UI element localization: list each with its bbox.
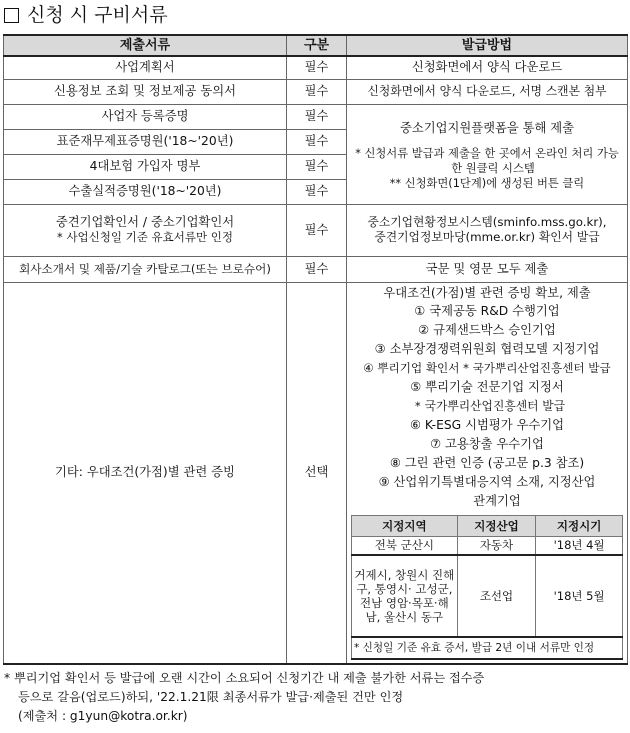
region-cell: 전북 군산시 [352,536,458,555]
documents-table [3,34,628,665]
preference-item: ① 국제공동 R&D 수행기업 [414,303,560,318]
table-row [4,56,628,79]
type-cell: 필수 [287,256,347,282]
section-title [4,2,168,28]
region-table [351,515,623,661]
preference-item: ⑤ 뿌리기술 전문기업 지정서 [410,379,564,394]
table-row [4,204,628,256]
platform-method-cell [347,104,628,204]
doc-cell: 회사소개서 및 제품/기술 카탈로그(또는 브로슈어) [4,256,287,282]
region-table-header [352,515,623,536]
preference-item: ⑨ 산업위기특별대응지역 소재, 지정산업 [378,474,596,489]
doc-cell: 기타: 우대조건(가점)별 관련 증빙 [4,282,287,664]
preference-item: ④ 뿌리기업 확인서 * 국가뿌리산업진흥센터 발급 [363,360,611,375]
doc-note: * 사업신청일 기준 유효서류만 인정 [57,230,233,244]
industry-cell: 조선업 [457,555,536,637]
type-cell: 필수 [287,129,347,154]
preference-item: ⑥ K-ESG 시범평가 우수기업 [409,417,565,432]
period-cell: '18년 4월 [536,536,623,555]
type-cell: 필수 [287,56,347,79]
doc-cell [4,204,287,256]
preference-cell [347,282,628,664]
preference-heading: 우대조건(가점)별 관련 증빙 확보, 제출 [383,285,591,300]
preference-item: ② 규제샌드박스 승인기업 [418,322,556,337]
region-row [352,555,623,637]
type-cell: 선택 [287,282,347,664]
period-header: 지정시기 [536,515,623,536]
industry-cell: 자동차 [457,536,536,555]
section-title-text: 신청 시 구비서류 [27,4,168,26]
type-cell: 필수 [287,204,347,256]
region-row [352,536,623,555]
header-type: 구분 [287,35,347,56]
type-cell: 필수 [287,79,347,104]
region-note-row [352,637,623,659]
doc-cell: 표준재무제표증명원('18~'20년) [4,129,287,154]
doc-cell: 신용정보 조회 및 정보제공 동의서 [4,79,287,104]
preference-item: ③ 소부장경쟁력위원회 협력모델 지정기업 [374,341,600,356]
type-cell: 필수 [287,104,347,129]
table-row [4,256,628,282]
table-row [4,282,628,664]
preference-item: 관계기업 [473,493,521,508]
table-header-row [4,35,628,56]
checkbox-square-icon [4,8,19,23]
platform-note-2: ** 신청화면(1단계)에 생성된 버튼 클릭 [389,176,585,190]
footer-line: * 뿌리기업 확인서 등 발급에 오랜 시간이 소요되어 신청기간 내 제출 불가한 서류는 접수증 [4,671,485,685]
region-header: 지정지역 [352,515,458,536]
footer-contact: (제출처 : g1yun@kotra.or.kr) [18,709,188,723]
period-cell: '18년 5월 [536,555,623,637]
preference-item: ⑦ 고용창출 우수기업 [430,436,544,451]
region-note: * 신청일 기준 유효 증서, 발급 2년 이내 서류만 인정 [352,637,623,659]
industry-header: 지정산업 [457,515,536,536]
method-line: 중소기업현황정보시스템(sminfo.mss.go.kr), [367,215,607,229]
doc-text: 중견기업확인서 / 중소기업확인서 [55,215,235,229]
method-line: 중견기업정보마당(mme.or.kr) 확인서 발급 [374,230,600,244]
doc-cell: 사업자 등록증명 [4,104,287,129]
doc-cell: 수출실적증명원('18~'20년) [4,179,287,204]
footer-note [4,669,624,726]
preference-item: ⑧ 그린 관련 인증 (공고문 p.3 참조) [389,455,585,470]
method-cell [347,204,628,256]
header-doc: 제출서류 [4,35,287,56]
footer-line: 등으로 갈음(업로드)하되, '22.1.21限 최종서류가 발급·제출된 건만 인정 [18,690,404,704]
platform-main-text: 중소기업지원플랫폼을 통해 제출 [399,120,575,135]
method-cell: 국문 및 영문 모두 제출 [347,256,628,282]
method-cell: 신청화면에서 양식 다운로드, 서명 스캔본 첨부 [347,79,628,104]
table-row [4,79,628,104]
doc-cell: 사업계획서 [4,56,287,79]
header-method: 발급방법 [347,35,628,56]
preference-item-note: * 국가뿌리산업진흥센터 발급 [414,398,566,413]
table-row [4,104,628,129]
platform-note-1: * 신청서류 발급과 제출을 한 곳에서 온라인 처리 가능한 원클릭 시스템 [355,146,619,175]
region-cell: 거제시, 창원시 진해구, 통영시· 고성군, 전남 영암·목포·해남, 울산시 동구 [352,555,458,637]
doc-cell: 4대보험 가입자 명부 [4,154,287,179]
method-cell: 신청화면에서 양식 다운로드 [347,56,628,79]
type-cell: 필수 [287,179,347,204]
type-cell: 필수 [287,154,347,179]
